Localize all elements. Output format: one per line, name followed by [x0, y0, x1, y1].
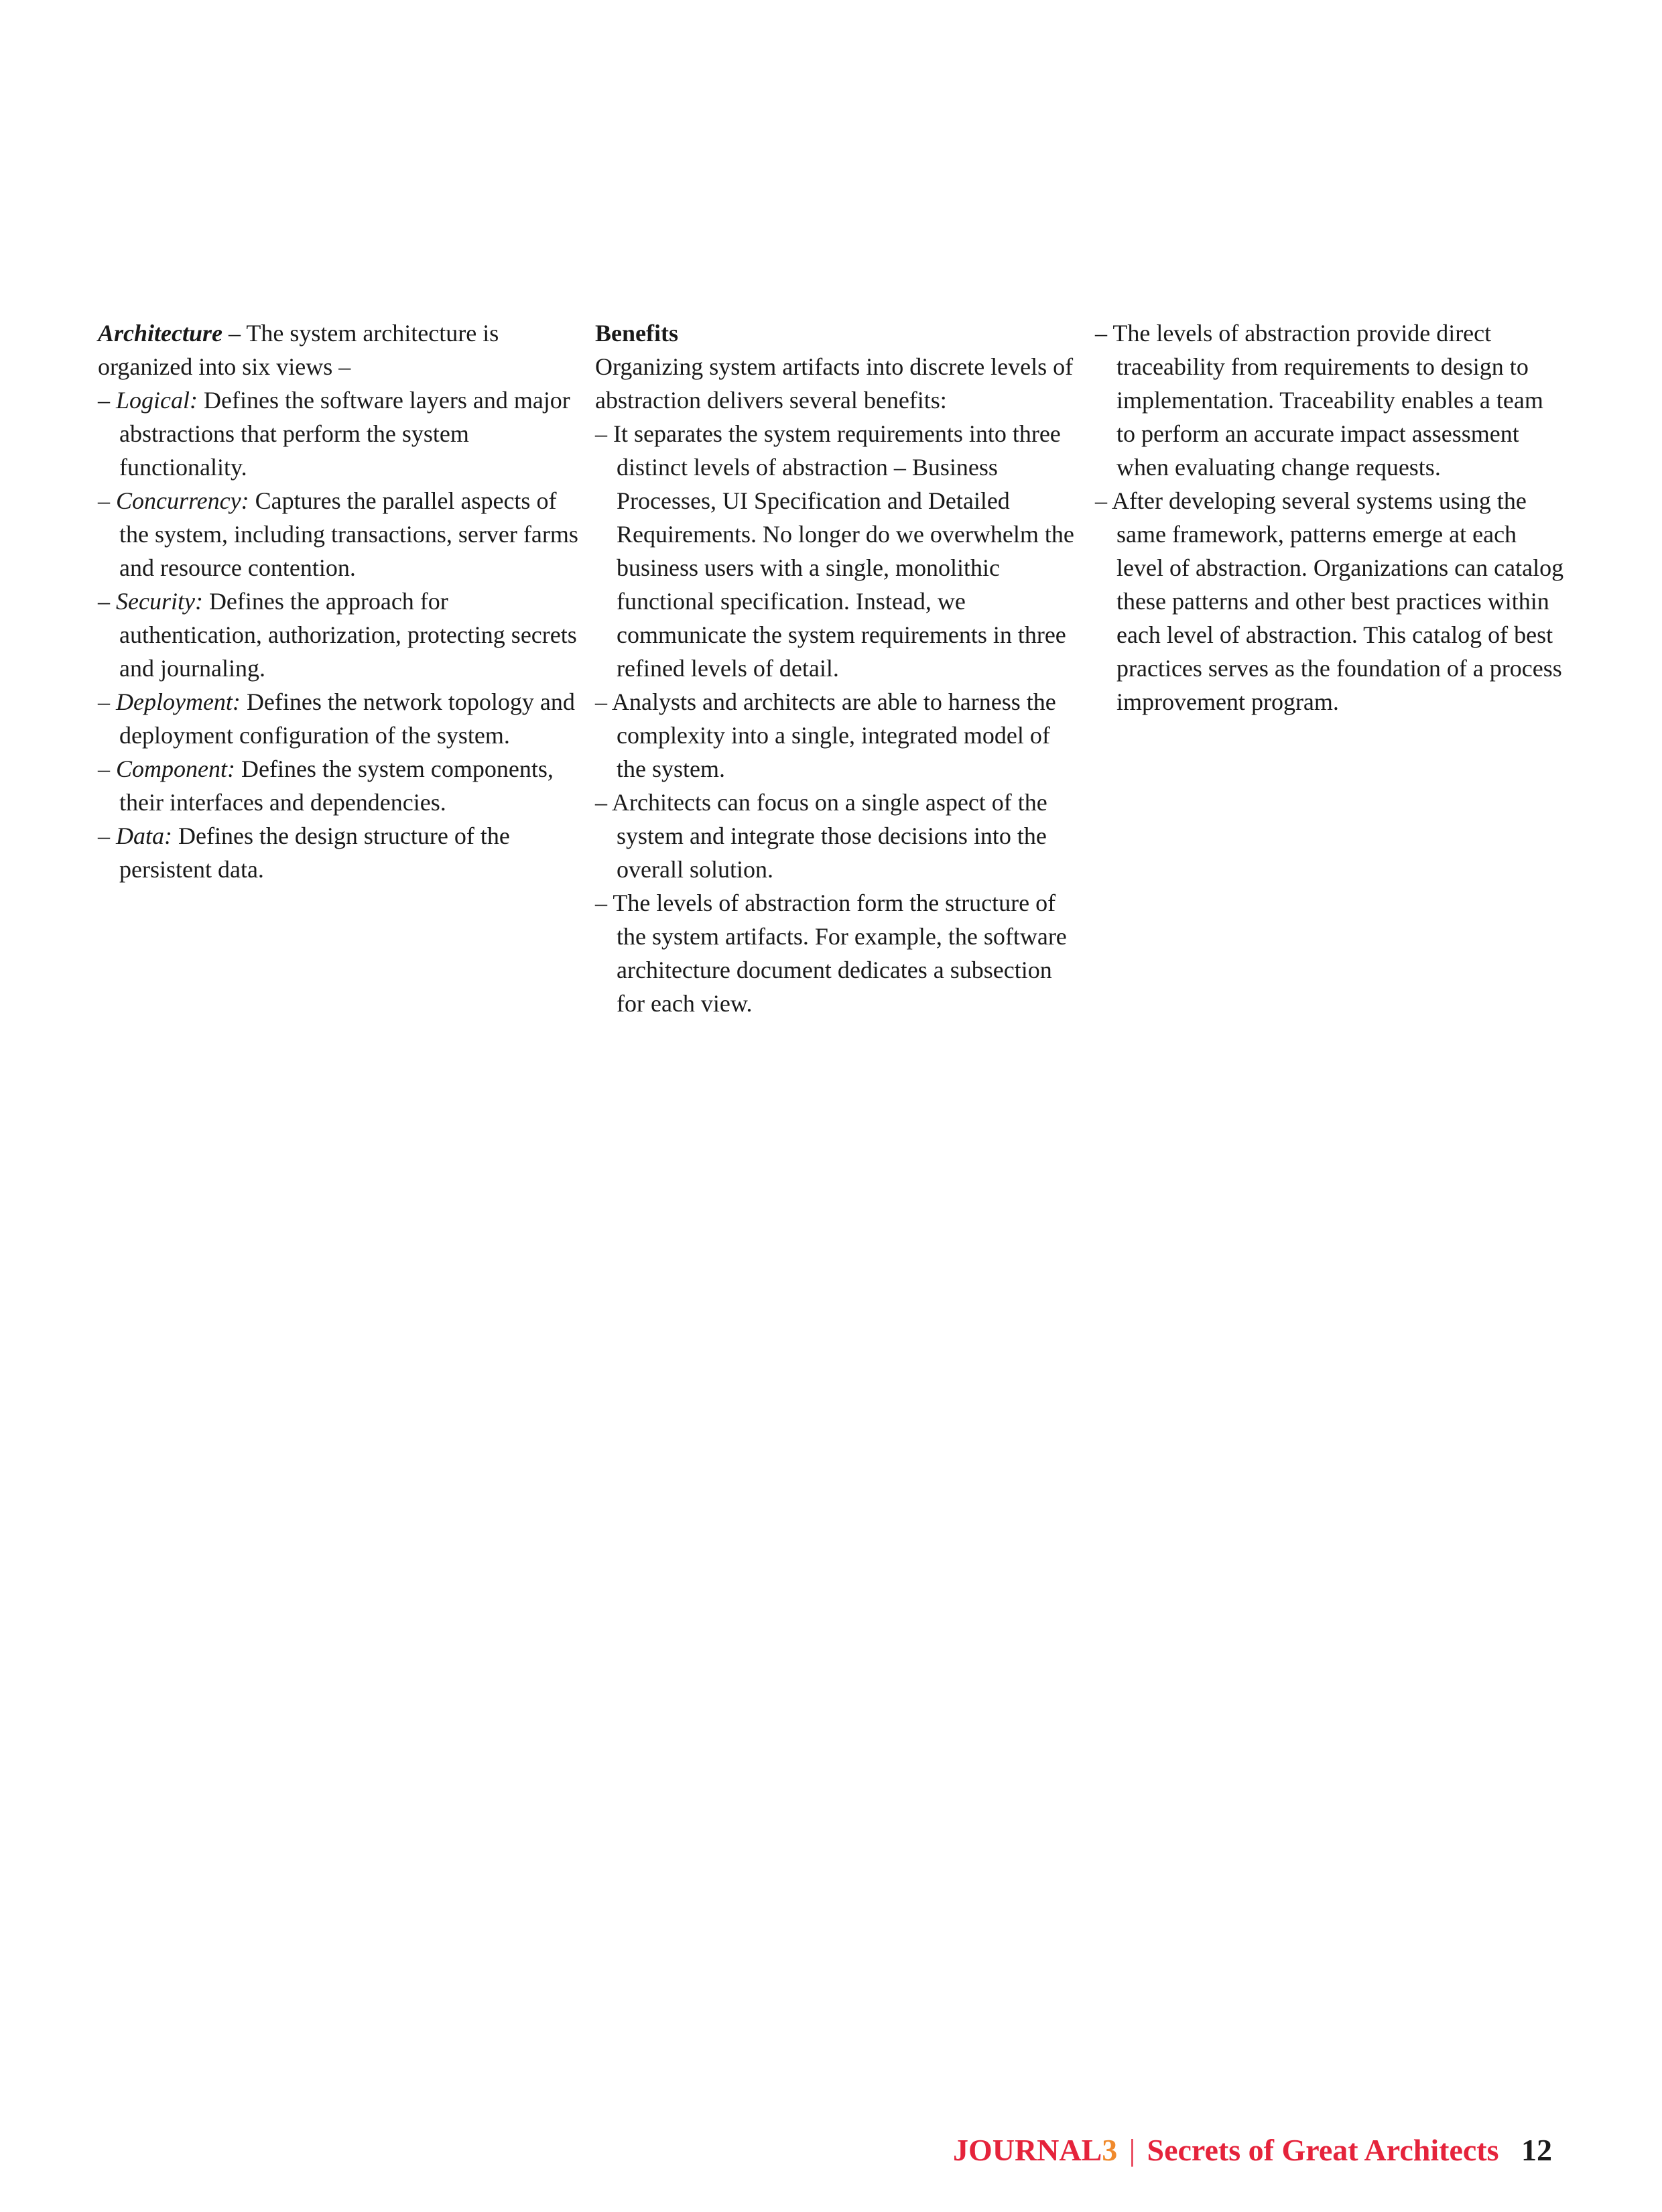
- footer-separator: |: [1129, 2133, 1136, 2167]
- view-description: Defines the network topology and deployment configuration of the system.: [119, 688, 575, 749]
- column-benefits: [595, 316, 1078, 1020]
- page-number: 12: [1521, 2133, 1552, 2167]
- architecture-term: Architecture: [98, 320, 222, 347]
- benefits-intro: Organizing system artifacts into discrete levels of abstraction delivers several benefits:: [595, 353, 1074, 414]
- view-item-logical: – Logical: Defines the software layers and major abstractions that perform the system functionality.: [98, 387, 570, 481]
- view-item-deployment: – Deployment: Defines the network topology and deployment configuration of the system.: [98, 688, 575, 749]
- view-item-component: – Component: Defines the system components, their interfaces and dependencies.: [98, 755, 554, 816]
- view-description: Defines the approach for authentication, authorization, protecting secrets and journaling.: [119, 588, 577, 682]
- view-item-concurrency: – Concurrency: Captures the parallel aspects of the system, including transactions, server farms and resource contention.: [98, 487, 578, 581]
- view-term: Concurrency:: [116, 487, 249, 514]
- column-benefits-continued: [1095, 316, 1564, 719]
- issue-title: Secrets of Great Architects: [1147, 2133, 1499, 2167]
- journal-name: JOURNAL: [952, 2133, 1102, 2167]
- view-term: Data:: [116, 822, 172, 849]
- benefit-item: – After developing several systems using the same framework, patterns emerge at each level of abstraction. Organizations can catalog these patterns and other best practices within each level of abstraction. This catalog of best practices serves as the foundation of a process improvement program.: [1095, 487, 1564, 715]
- column-architecture: [98, 316, 580, 886]
- journal-issue-number: 3: [1102, 2133, 1118, 2167]
- benefits-heading: Benefits: [595, 320, 678, 347]
- view-description: Defines the system components, their interfaces and dependencies.: [119, 755, 554, 816]
- benefit-item: – It separates the system requirements into three distinct levels of abstraction – Business Processes, UI Specification and Detailed Requirements. No longer do we overwhelm the business users with a single, monolithic functional specification. Instead, we communicate the system requirements in three refined levels of detail.: [595, 420, 1074, 682]
- view-term: Component:: [116, 755, 235, 782]
- architecture-intro: [98, 316, 580, 383]
- view-item-security: – Security: Defines the approach for authentication, authorization, protecting secrets and journaling.: [98, 588, 577, 682]
- view-description: Defines the software layers and major abstractions that perform the system functionality.: [119, 387, 570, 481]
- page-footer: [953, 2132, 1552, 2169]
- view-description: Captures the parallel aspects of the system, including transactions, server farms and resource contention.: [119, 487, 578, 581]
- benefit-item: – The levels of abstraction form the structure of the system artifacts. For example, the software architecture document dedicates a subsection for each view.: [595, 889, 1067, 1017]
- view-term: Deployment:: [116, 688, 241, 715]
- view-term: Security:: [116, 588, 203, 615]
- view-description: Defines the design structure of the persistent data.: [119, 822, 510, 883]
- view-item-data: – Data: Defines the design structure of the persistent data.: [98, 822, 510, 883]
- view-term: Logical:: [116, 387, 198, 414]
- benefit-item: – Analysts and architects are able to harness the complexity into a single, integrated model of the system.: [595, 688, 1056, 782]
- benefit-item: – Architects can focus on a single aspect of the system and integrate those decisions into the overall solution.: [595, 789, 1047, 883]
- benefit-item: – The levels of abstraction provide direct traceability from requirements to design to implementation. Traceability enables a team to perform an accurate impact assessment when evaluating change requests.: [1095, 320, 1543, 481]
- architecture-intro-text: – The system architecture is organized into six views –: [98, 320, 499, 380]
